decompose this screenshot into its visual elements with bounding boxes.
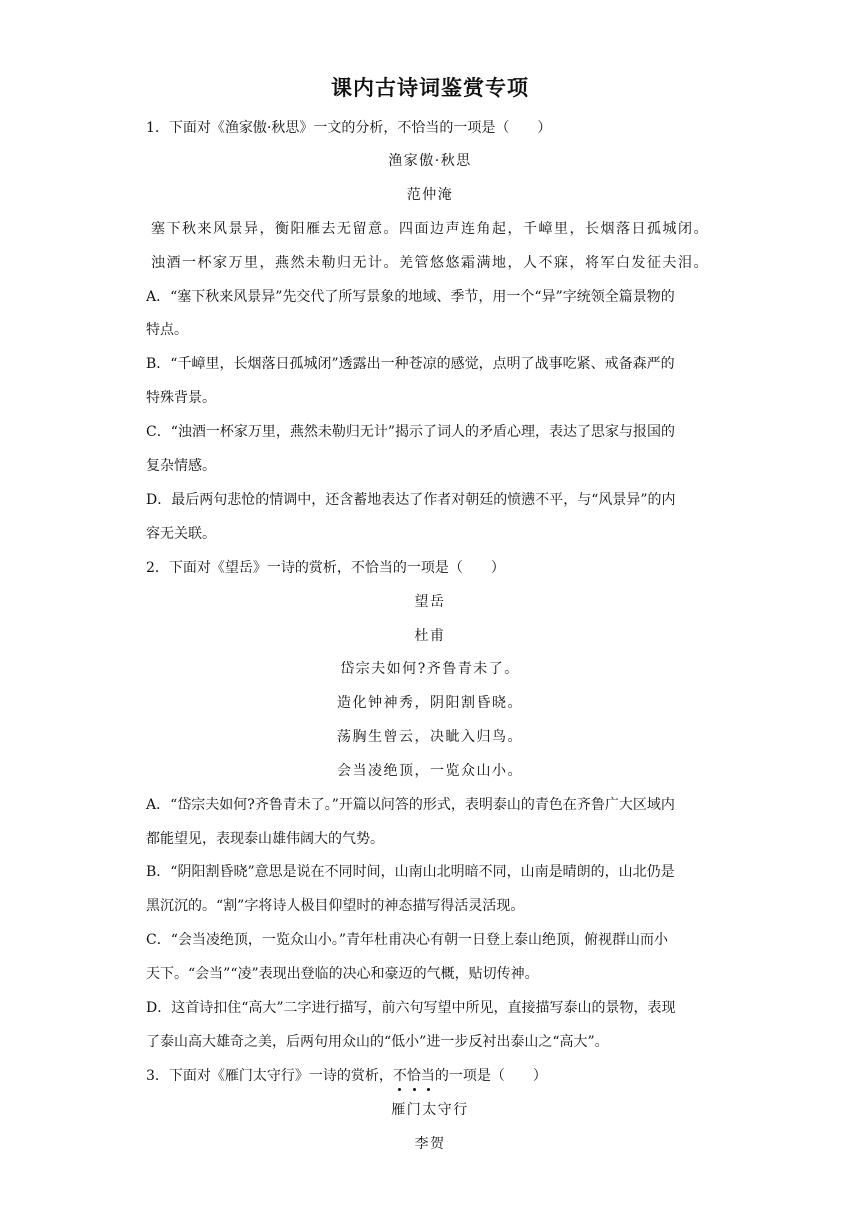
q2-poem-line: 岱宗夫如何?齐鲁青未了。 — [340, 661, 520, 677]
emphasis-dot — [398, 1088, 401, 1091]
q1-option-b: B．“千嶂里，长烟落日孤城闭”透露出一种苍凉的感觉，点明了战事吃紧、戒备森严的 — [146, 356, 675, 372]
q2-option-b: B．“阴阳割昏晓”意思是说在不同时间，山南山北明暗不同，山南是晴朗的，山北仍是 — [146, 864, 675, 880]
q2-option-a-cont: 都能望见，表现泰山雄伟阔大的气势。 — [146, 831, 384, 847]
q3-poem-title: 雁门太守行 — [391, 1102, 469, 1118]
q1-poem-title: 渔家傲·秋思 — [388, 153, 472, 169]
q1-poem-line: 塞下秋来风景异，衡阳雁去无留意。四面边声连角起，千嶂里，长烟落日孤城闭。 — [151, 221, 709, 237]
q1-option-c: C．“浊酒一杯家万里，燕然未勒归无计”揭示了词人的矛盾心理，表达了思家与报国的 — [146, 424, 676, 440]
q1-option-a-cont: 特点。 — [146, 322, 188, 338]
q1-poem-line: 浊酒一杯家万里，燕然未勒归无计。羌管悠悠霜满地，人不寐，将军白发征夫泪。 — [151, 255, 709, 271]
emphasis-dot — [427, 1088, 430, 1091]
q1-poem-author: 范仲淹 — [406, 187, 454, 203]
q2-poem-author: 杜甫 — [414, 628, 446, 644]
q2-poem-line: 会当凌绝顶，一览众山小。 — [337, 763, 523, 779]
question-2-stem: 2．下面对《望岳》一诗的赏析，不恰当的一项是（ ） — [146, 560, 505, 576]
q3-stem-pre: 3．下面对《雁门太守行》一诗的赏析， — [146, 1068, 393, 1084]
q1-option-a: A．“塞下秋来风景异”先交代了所写景象的地域、季节，用一个“异”字统领全篇景物的 — [146, 289, 675, 305]
q3-poem-author: 李贺 — [414, 1136, 446, 1152]
q2-option-c-cont: 天下。“会当”“凌”表现出登临的决心和豪迈的气概，贴切传神。 — [146, 966, 539, 982]
q1-option-c-cont: 复杂情感。 — [146, 458, 216, 474]
q1-option-b-cont: 特殊背景。 — [146, 390, 216, 406]
page-title: 课内古诗词鉴赏专项 — [331, 76, 529, 100]
q2-option-d: D．这首诗扣住“高大”二字进行描写，前六句写望中所见，直接描写泰山的景物，表现 — [146, 1000, 676, 1016]
q2-poem-title: 望岳 — [414, 594, 446, 610]
question-3-stem — [146, 1066, 547, 1086]
q1-option-d: D．最后两句悲怆的情调中，还含蓄地表达了作者对朝廷的愤懑不平，与“风景异”的内 — [146, 492, 676, 508]
question-1-stem: 1．下面对《渔家傲·秋思》一文的分析，不恰当的一项是（ ） — [146, 120, 552, 136]
emphasis-dot — [413, 1088, 416, 1091]
q2-poem-line: 造化钟神秀，阴阳割昏晓。 — [337, 695, 523, 711]
q3-stem-emphasis-text: 不恰当 — [392, 1068, 435, 1084]
q2-option-d-cont: 了泰山高大雄奇之美，后两句用众山的“低小”进一步反衬出泰山之“高大”。 — [146, 1034, 609, 1050]
q2-option-a: A．“岱宗夫如何?齐鲁青未了。”开篇以问答的形式，表明泰山的青色在齐鲁广大区域内 — [146, 797, 675, 813]
q3-emphasis — [393, 1068, 435, 1084]
q1-option-d-cont: 容无关联。 — [146, 526, 216, 542]
q2-poem-line: 荡胸生曾云，决眦入归鸟。 — [337, 729, 523, 745]
q2-option-b-cont: 黑沉沉的。“割”字将诗人极目仰望时的神态描写得活灵活现。 — [146, 898, 525, 914]
q2-option-c: C．“会当凌绝顶，一览众山小。”青年杜甫决心有朝一日登上泰山绝顶，俯视群山而小 — [146, 932, 669, 948]
q3-stem-post: 的一项是（ ） — [434, 1068, 547, 1084]
